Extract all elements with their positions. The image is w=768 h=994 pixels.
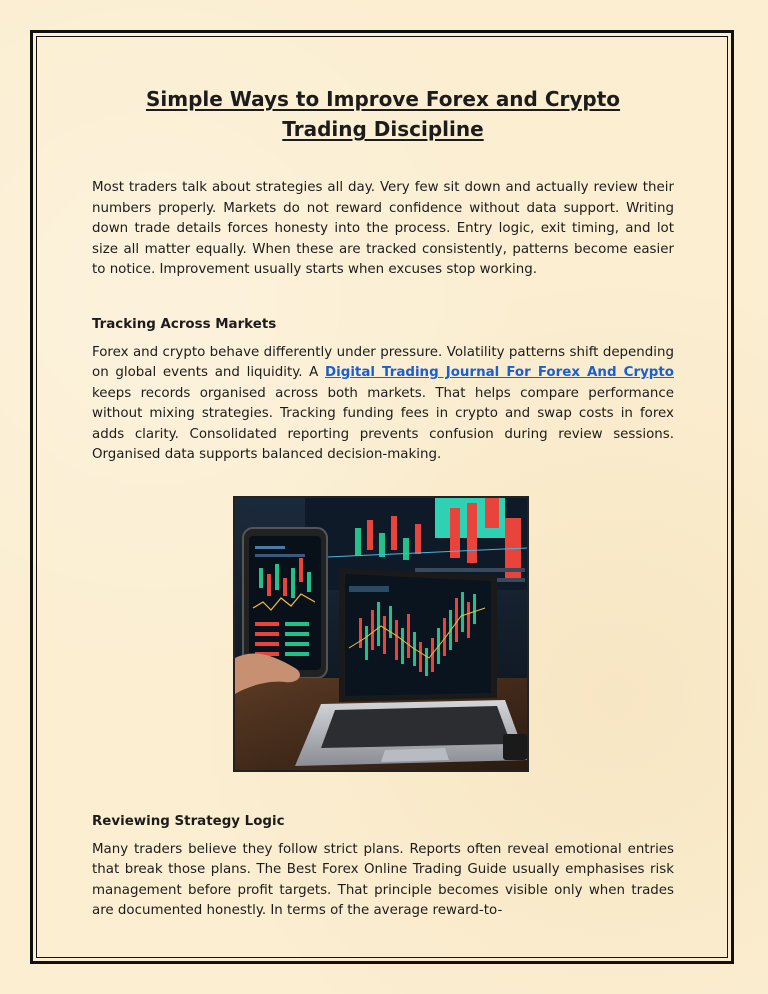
digital-trading-journal-link[interactable]: Digital Trading Journal For Forex And Crypto — [325, 365, 674, 380]
trading-illustration — [235, 498, 527, 770]
tracking-paragraph — [92, 343, 674, 466]
trading-laptop-phone-image — [233, 496, 529, 772]
reviewing-paragraph: Many traders believe they follow strict plans. Reports often reveal emotional entries that break those plans. The Best Forex Online Trading Guide usually emphasises risk management before profit targets. That principle becomes visible only when trades are documented honestly. In terms of the average reward-to- — [92, 841, 674, 918]
tracking-text-end: keeps records organised across both markets. That helps compare performance without mixing strategies. Tracking funding fees in crypto and swap costs in forex adds clarity. Consolidated reporting prevents confusion during review sessions. Organised data supports balanced decision-making. — [92, 385, 674, 462]
document-content — [92, 84, 674, 922]
document-title: Simple Ways to Improve Forex and Crypto Trading Discipline — [145, 87, 621, 141]
section-heading-tracking: Tracking Across Markets — [92, 316, 277, 332]
section-heading-reviewing: Reviewing Strategy Logic — [92, 813, 285, 829]
intro-paragraph: Most traders talk about strategies all day. Very few sit down and actually review their numbers properly. Markets do not reward confidence without data support. Writing down trade details forces honesty into the process. Entry logic, exit timing, and lot size all matter equally. When these are tracked consistently, patterns become easier to notice. Improvement usually starts when excuses stop working. — [92, 180, 674, 277]
tracking-text-start: Forex and crypto behave differently under pressure. Volatility patterns shift depending on global events and liquidity. A — [92, 344, 674, 380]
